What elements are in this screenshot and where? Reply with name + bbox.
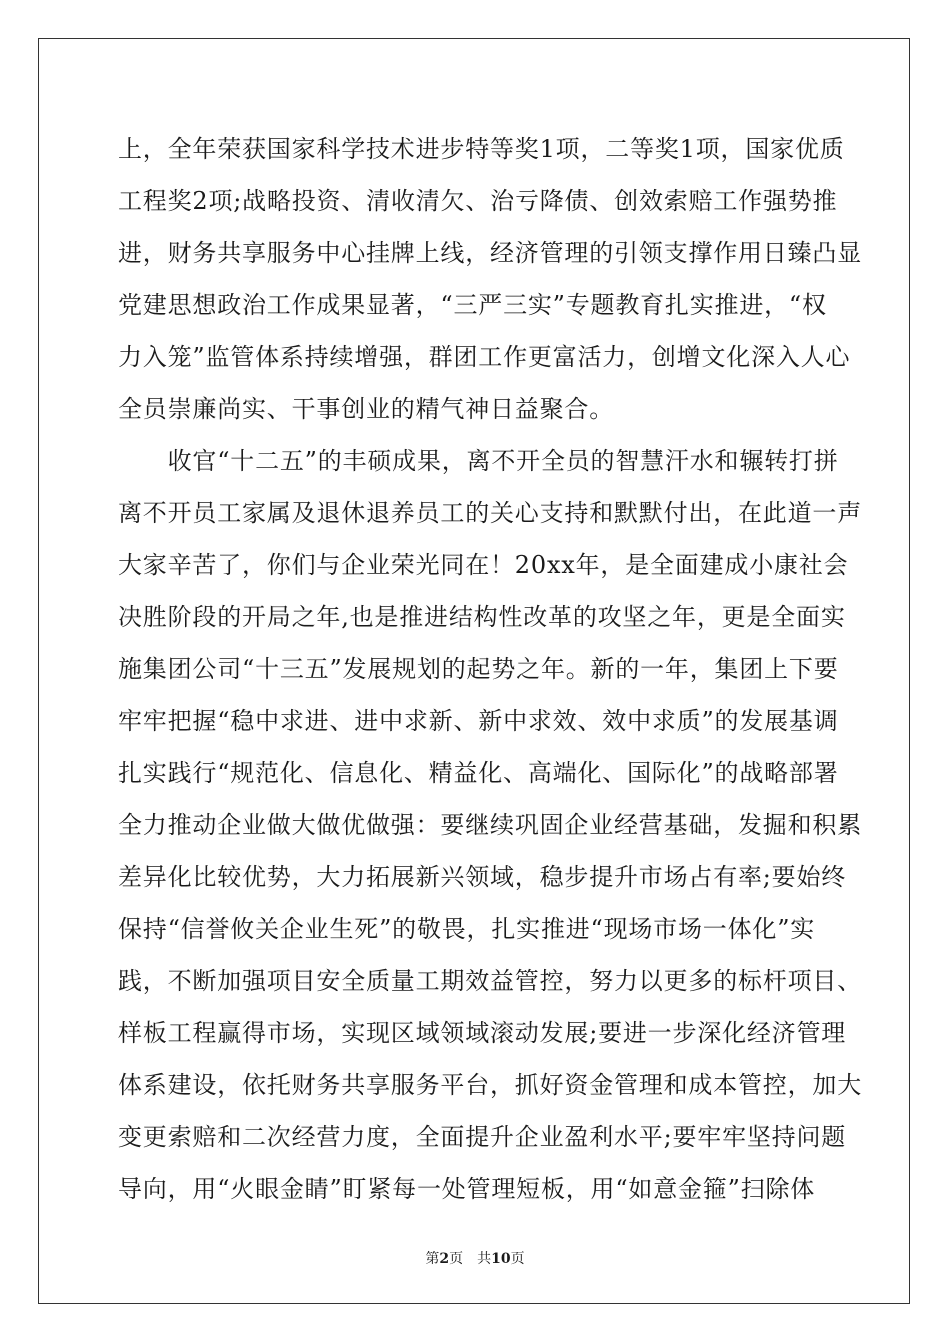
page-footer xyxy=(0,1248,950,1268)
footer-total-suffix: 页 xyxy=(510,1251,525,1267)
text-line: 差异化比较优势，大力拓展新兴领域，稳步提升市场占有率;要始终 xyxy=(118,863,847,891)
text-line: 践，不断加强项目安全质量工期效益管控，努力以更多的标杆项目、 xyxy=(118,967,862,995)
text-line: 样板工程赢得市场，实现区域领域滚动发展;要进一步深化经济管理 xyxy=(118,1019,847,1047)
text-line: 大家辛苦了，你们与企业荣光同在！20xx年，是全面建成小康社会 xyxy=(118,551,849,579)
text-line: 党建思想政治工作成果显著，“三严三实”专题教育扎实推进，“权 xyxy=(118,291,827,319)
text-line: 扎实践行“规范化、信息化、精益化、高端化、国际化”的战略部署 xyxy=(118,759,839,787)
text-line: 全力推动企业做大做优做强：要继续巩固企业经营基础，发掘和积累 xyxy=(118,811,862,839)
current-page-number: 2 xyxy=(439,1251,450,1267)
text-line: 保持“信誉攸关企业生死”的敬畏，扎实推进“现场市场一体化”实 xyxy=(118,915,816,943)
text-line: 离不开员工家属及退休退养员工的关心支持和默默付出，在此道一声 xyxy=(118,499,862,527)
text-line: 进，财务共享服务中心挂牌上线，经济管理的引领支撑作用日臻凸显 xyxy=(118,239,862,267)
footer-total-prefix: 共 xyxy=(477,1251,492,1267)
text-line: 牢牢把握“稳中求进、进中求新、新中求效、效中求质”的发展基调 xyxy=(118,707,839,735)
footer-page-suffix: 页 xyxy=(449,1251,464,1267)
text-line: 决胜阶段的开局之年,也是推进结构性改革的攻坚之年，更是全面实 xyxy=(118,603,846,631)
text-line: 变更索赔和二次经营力度，全面提升企业盈利水平;要牢牢坚持问题 xyxy=(118,1123,847,1151)
text-line: 体系建设，依托财务共享服务平台，抓好资金管理和成本管控，加大 xyxy=(118,1071,862,1099)
text-line: 上，全年荣获国家科学技术进步特等奖1项，二等奖1项，国家优质 xyxy=(118,135,845,163)
text-line: 导向，用“火眼金睛”盯紧每一处管理短板，用“如意金箍”扫除体 xyxy=(118,1175,816,1203)
text-line: 收官“十二五”的丰硕成果，离不开全员的智慧汗水和辗转打拼 xyxy=(118,447,839,475)
text-line: 全员崇廉尚实、干事创业的精气神日益聚合。 xyxy=(118,395,614,423)
text-line: 力入笼”监管体系持续增强，群团工作更富活力，创增文化深入人心 xyxy=(118,343,851,371)
total-page-count: 10 xyxy=(491,1251,511,1267)
text-line: 工程奖2项;战略投资、清收清欠、治亏降债、创效索赔工作强势推 xyxy=(118,187,838,215)
text-line: 施集团公司“十三五”发展规划的起势之年。新的一年，集团上下要 xyxy=(118,655,839,683)
footer-prefix: 第 xyxy=(425,1251,440,1267)
